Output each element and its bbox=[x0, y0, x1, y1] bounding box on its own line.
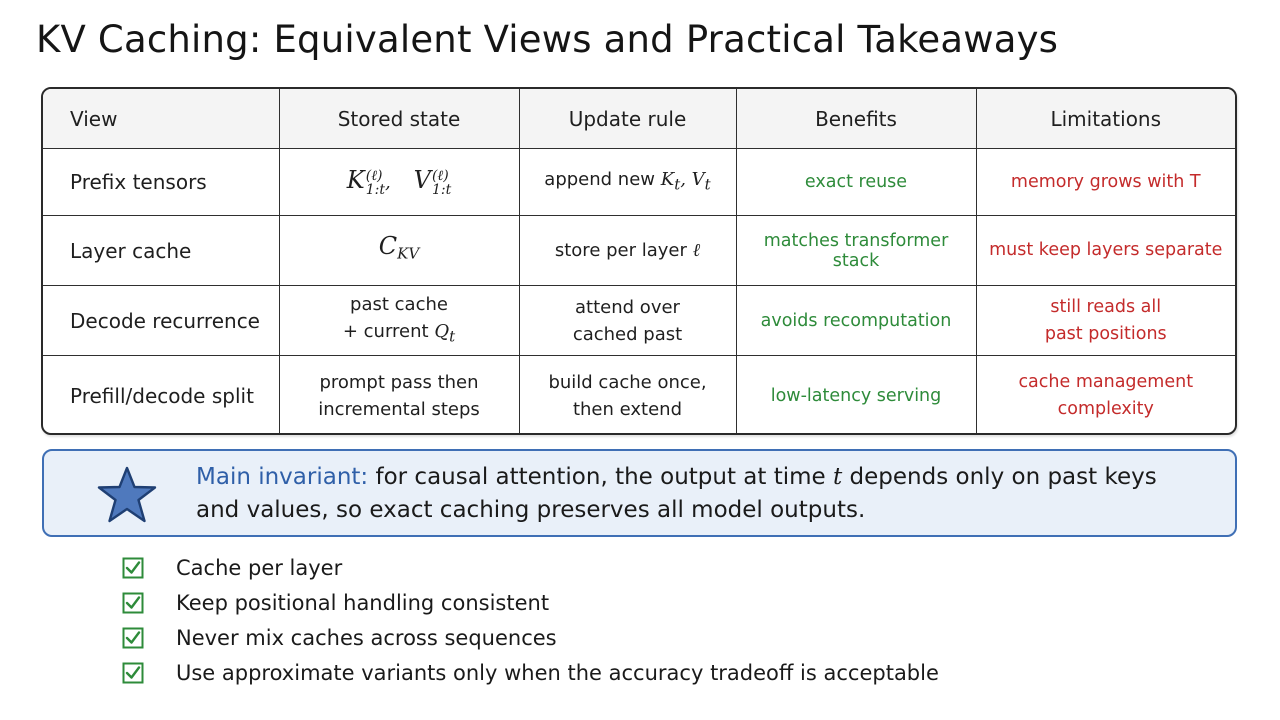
math-t: t bbox=[833, 464, 843, 490]
math-q: Q bbox=[434, 320, 450, 342]
header-stored-state: Stored state bbox=[279, 89, 519, 149]
update-rule-cell bbox=[519, 356, 736, 436]
update-text: store per layer bbox=[554, 240, 693, 261]
header-update-rule: Update rule bbox=[519, 89, 736, 149]
table-row bbox=[43, 149, 1235, 216]
callout-lead: Main invariant: bbox=[196, 464, 369, 490]
limitation-line: past positions bbox=[1044, 323, 1167, 344]
math-subscript: 1:t bbox=[365, 182, 385, 198]
limitation-line: still reads all bbox=[1050, 296, 1162, 317]
update-line: build cache once, bbox=[548, 371, 707, 393]
stored-state-cell bbox=[279, 149, 519, 216]
header-benefits: Benefits bbox=[736, 89, 976, 149]
math-subscript: t bbox=[674, 175, 681, 194]
limitation-cell: must keep layers separate bbox=[976, 216, 1235, 286]
limitation-line: cache management bbox=[1018, 371, 1194, 392]
update-rule-cell bbox=[519, 286, 736, 356]
benefit-cell: avoids recomputation bbox=[736, 286, 976, 356]
math-v: V bbox=[691, 168, 705, 190]
table-header-row bbox=[43, 89, 1235, 149]
list-item bbox=[122, 655, 939, 690]
limitation-line: complexity bbox=[1057, 398, 1154, 419]
view-cell: Layer cache bbox=[43, 216, 279, 286]
stored-state-cell bbox=[279, 216, 519, 286]
stored-state-cell bbox=[279, 286, 519, 356]
checkbox-checked-icon bbox=[122, 627, 144, 649]
table-row bbox=[43, 216, 1235, 286]
update-rule-cell bbox=[519, 216, 736, 286]
checklist-label: Never mix caches across sequences bbox=[176, 625, 557, 650]
update-text: append new bbox=[544, 168, 661, 190]
math-k: K bbox=[660, 168, 675, 190]
table-row bbox=[43, 286, 1235, 356]
math-superscript: (ℓ) bbox=[365, 168, 383, 184]
invariant-callout bbox=[42, 449, 1237, 537]
update-line: then extend bbox=[572, 398, 683, 420]
checkbox-checked-icon bbox=[122, 592, 144, 614]
limitation-cell bbox=[976, 356, 1235, 436]
math-superscript: (ℓ) bbox=[431, 168, 449, 184]
list-item bbox=[122, 620, 939, 655]
update-rule-cell bbox=[519, 149, 736, 216]
math-separator: , bbox=[680, 168, 692, 190]
state-line: + current bbox=[342, 320, 435, 342]
list-item bbox=[122, 585, 939, 620]
comparison-table bbox=[41, 87, 1237, 435]
header-limitations: Limitations bbox=[976, 89, 1235, 149]
benefit-cell: exact reuse bbox=[736, 149, 976, 216]
limitation-cell bbox=[976, 286, 1235, 356]
math-subscript: t bbox=[704, 175, 711, 194]
list-item bbox=[122, 550, 939, 585]
checkbox-checked-icon bbox=[122, 557, 144, 579]
star-icon bbox=[96, 465, 158, 525]
benefit-cell: low-latency serving bbox=[736, 356, 976, 436]
math-subscript: KV bbox=[397, 244, 420, 263]
view-cell: Decode recurrence bbox=[43, 286, 279, 356]
math-c: C bbox=[378, 232, 398, 261]
limitation-cell: memory grows with T bbox=[976, 149, 1235, 216]
table-row bbox=[43, 356, 1235, 436]
math-subscript: t bbox=[449, 327, 456, 346]
checklist-label: Keep positional handling consistent bbox=[176, 590, 550, 615]
header-view: View bbox=[43, 89, 279, 149]
callout-body: for causal attention, the output at time bbox=[368, 464, 833, 490]
math-ell: ℓ bbox=[692, 240, 701, 261]
math-separator: , bbox=[384, 172, 391, 193]
callout-text bbox=[196, 461, 1196, 527]
math-subscript: 1:t bbox=[431, 182, 452, 198]
benefit-cell: matches transformer stack bbox=[736, 216, 976, 286]
math-v: V bbox=[413, 166, 431, 194]
stored-state-cell bbox=[279, 356, 519, 436]
state-line: past cache bbox=[350, 293, 448, 315]
checkbox-checked-icon bbox=[122, 662, 144, 684]
state-line: prompt pass then bbox=[319, 371, 479, 393]
checklist-label: Use approximate variants only when the accuracy tradeoff is acceptable bbox=[176, 660, 939, 685]
page-title: KV Caching: Equivalent Views and Practical Takeaways bbox=[36, 18, 1059, 61]
callout-body: depends only on past keys and values, so exact caching preserves all model outputs. bbox=[196, 464, 1157, 523]
checklist-label: Cache per layer bbox=[176, 555, 343, 580]
takeaways-checklist bbox=[122, 550, 939, 690]
view-cell: Prefix tensors bbox=[43, 149, 279, 216]
update-line: cached past bbox=[572, 323, 683, 345]
state-line: incremental steps bbox=[318, 398, 480, 420]
view-cell: Prefill/decode split bbox=[43, 356, 279, 436]
math-k: K bbox=[346, 166, 365, 194]
update-line: attend over bbox=[575, 296, 680, 318]
